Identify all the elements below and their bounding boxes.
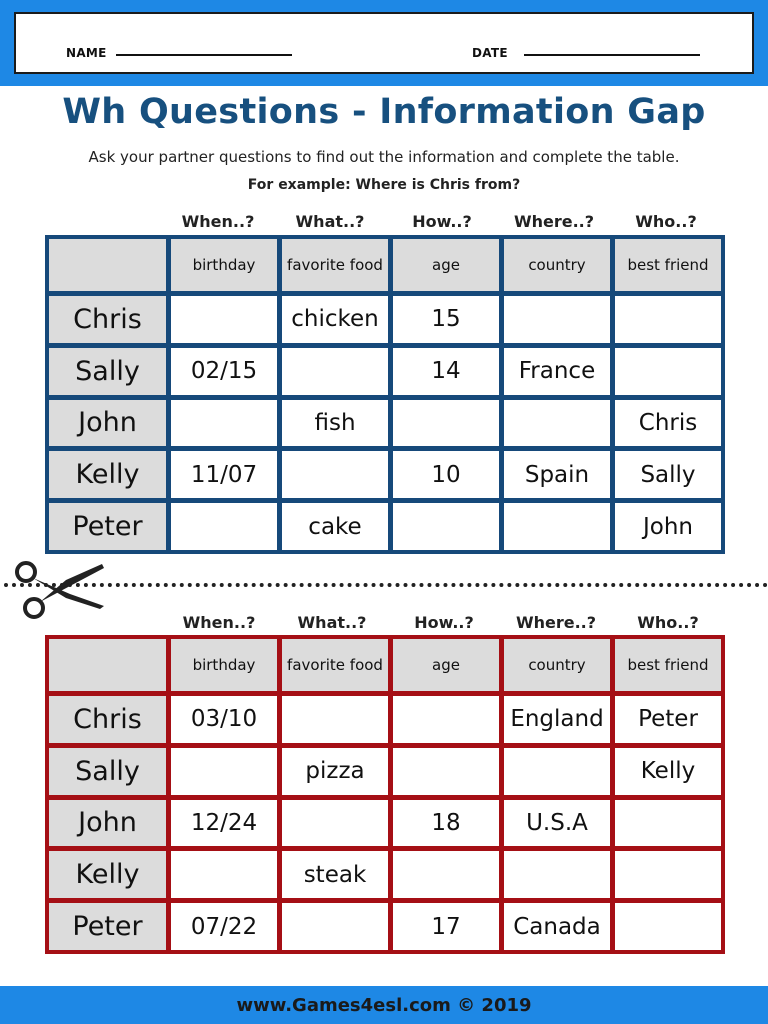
table-cell[interactable]: 02/15 (171, 348, 277, 395)
table-cell[interactable] (282, 348, 388, 395)
row-name: Sally (49, 748, 166, 795)
question-what: What..? (297, 613, 367, 632)
row-name: Peter (49, 503, 166, 550)
table-cell[interactable] (393, 696, 499, 743)
question-who: Who..? (635, 212, 697, 231)
table-cell[interactable]: France (504, 348, 610, 395)
table-cell[interactable]: 07/22 (171, 903, 277, 950)
table-cell[interactable]: chicken (282, 296, 388, 343)
question-when: When..? (181, 212, 255, 231)
table-cell[interactable]: 17 (393, 903, 499, 950)
table-cell[interactable] (282, 696, 388, 743)
column-header: age (393, 639, 499, 691)
question-when: When..? (182, 613, 256, 632)
column-header: age (393, 239, 499, 291)
table-cell[interactable]: 14 (393, 348, 499, 395)
column-header: country (504, 239, 610, 291)
table-cell[interactable] (171, 400, 277, 447)
table-cell[interactable] (615, 296, 721, 343)
scissors-icon (10, 560, 106, 620)
table-cell[interactable]: cake (282, 503, 388, 550)
table-a (45, 235, 725, 554)
instructions: Ask your partner questions to find out the information and complete the table. (88, 148, 680, 166)
table-cell[interactable] (171, 748, 277, 795)
question-where: Where..? (515, 613, 597, 632)
table-cell[interactable]: 10 (393, 451, 499, 498)
footer-link[interactable]: www.Games4esl.com © 2019 (236, 994, 532, 1016)
table-cell[interactable] (504, 400, 610, 447)
table-cell[interactable]: Sally (615, 451, 721, 498)
table-cell[interactable]: fish (282, 400, 388, 447)
row-name: Peter (49, 903, 166, 950)
row-name: John (49, 400, 166, 447)
column-header: best friend (615, 239, 721, 291)
column-header: country (504, 639, 610, 691)
table-corner (49, 239, 166, 291)
table-cell[interactable] (282, 800, 388, 847)
table-cell[interactable]: Kelly (615, 748, 721, 795)
table-cell[interactable] (504, 296, 610, 343)
table-cell[interactable] (393, 748, 499, 795)
table-cell[interactable] (615, 800, 721, 847)
table-cell[interactable]: 15 (393, 296, 499, 343)
table-cell[interactable]: Peter (615, 696, 721, 743)
row-name: John (49, 800, 166, 847)
row-name: Chris (49, 696, 166, 743)
row-name: Chris (49, 296, 166, 343)
table-cell[interactable] (615, 851, 721, 898)
table-cell[interactable] (615, 903, 721, 950)
page-title: Wh Questions - Information Gap (62, 92, 706, 132)
table-cell[interactable]: 11/07 (171, 451, 277, 498)
table-cell[interactable]: 03/10 (171, 696, 277, 743)
table-cell[interactable] (615, 348, 721, 395)
table-cell[interactable]: steak (282, 851, 388, 898)
table-cell[interactable] (504, 748, 610, 795)
example-question: For example: Where is Chris from? (247, 177, 521, 193)
table-cell[interactable]: John (615, 503, 721, 550)
row-name: Sally (49, 348, 166, 395)
table-cell[interactable] (504, 851, 610, 898)
footer-band (0, 986, 768, 1024)
table-cell[interactable]: England (504, 696, 610, 743)
table-cell[interactable]: Canada (504, 903, 610, 950)
table-cell[interactable]: 18 (393, 800, 499, 847)
table-cell[interactable]: Spain (504, 451, 610, 498)
column-header: favorite food (282, 639, 388, 691)
date-label: DATE (472, 46, 508, 60)
table-cell[interactable]: U.S.A (504, 800, 610, 847)
question-what: What..? (295, 212, 365, 231)
table-cell[interactable] (282, 451, 388, 498)
table-cell[interactable] (393, 400, 499, 447)
table-cell[interactable]: 12/24 (171, 800, 277, 847)
table-cell[interactable] (171, 851, 277, 898)
table-cell[interactable] (393, 503, 499, 550)
date-line (524, 54, 700, 56)
table-b (45, 635, 725, 954)
name-label: NAME (66, 46, 107, 60)
table-cell[interactable] (171, 296, 277, 343)
table-cell[interactable] (393, 851, 499, 898)
column-header: favorite food (282, 239, 388, 291)
table-cell[interactable]: pizza (282, 748, 388, 795)
question-row-a (163, 212, 723, 231)
question-row-b (163, 613, 723, 632)
table-cell[interactable] (171, 503, 277, 550)
column-header: best friend (615, 639, 721, 691)
question-how: How..? (414, 613, 474, 632)
name-date-box (14, 12, 754, 74)
row-name: Kelly (49, 851, 166, 898)
table-cell[interactable]: Chris (615, 400, 721, 447)
name-line (116, 54, 292, 56)
question-how: How..? (412, 212, 472, 231)
column-header: birthday (171, 239, 277, 291)
row-name: Kelly (49, 451, 166, 498)
question-where: Where..? (513, 212, 595, 231)
table-cell[interactable] (504, 503, 610, 550)
cut-line (4, 583, 768, 587)
column-header: birthday (171, 639, 277, 691)
question-who: Who..? (637, 613, 699, 632)
table-cell[interactable] (282, 903, 388, 950)
table-corner (49, 639, 166, 691)
